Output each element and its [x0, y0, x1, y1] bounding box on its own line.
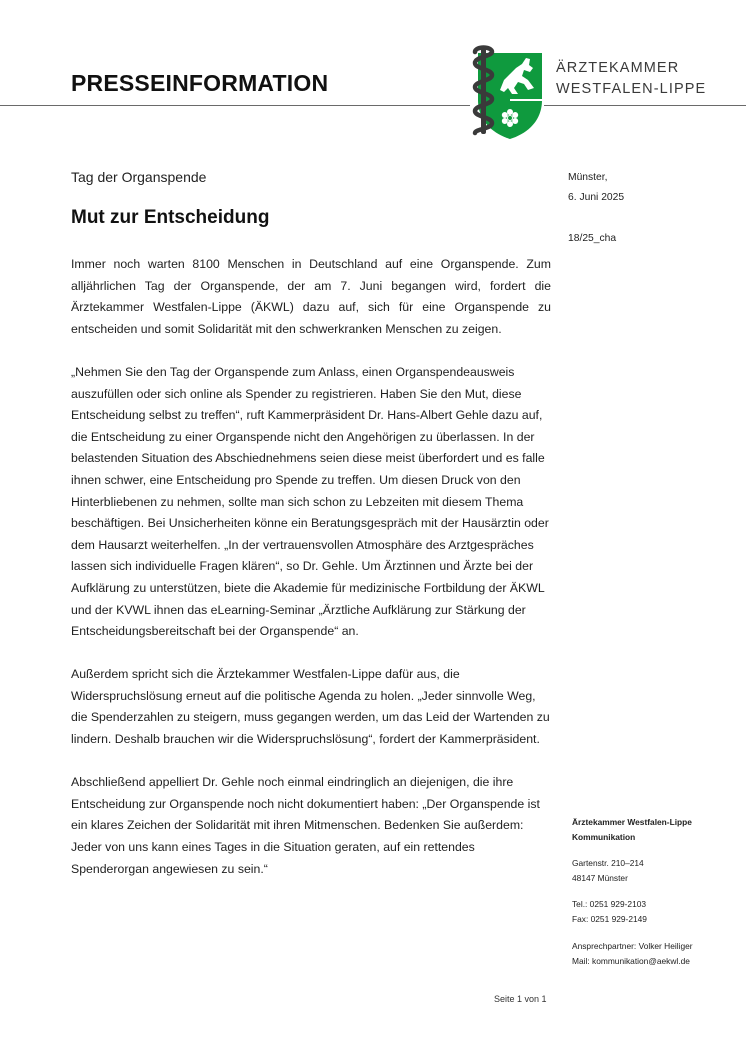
article-paragraph: „Nehmen Sie den Tag der Organspende zum Anlass, einen Organspendeausweis auszufüllen oder sich online als Spender zu registrieren. Haben Sie den Mut, diese Entscheidung selbst zu treffen“, ruft Kammerpräsident Dr. Hans-Albert Gehle dazu auf, die Entscheidung zu einer Organspende nicht den Angehörigen zu überlassen. In der belastenden Situation des Abschiednehmens seien diese meist überfordert und es falle ihnen schwer, eine Entscheidung pro Spende zu treffen. Um diesen Druck von den Hinterbliebenen zu nehmen, sollte man sich schon zu Lebzeiten mit diesem Thema beschäftigen. Bei Unsicherheiten könne ein Beratungsgespräch mit der Hausärztin oder dem Hausarzt weiterhelfen. „In der vertrauensvollen Atmosphäre des Arztgespräches lassen sich individuelle Fragen klären“, so Dr. Gehle. Um Ärztinnen und Ärzte bei der Aufklärung zu unterstützen, biete die Akademie für medizinische Fortbildung der ÄKWL und der KVWL ihnen das eLearning-Seminar „Ärztliche Aufklärung zur Stärkung der Entscheidungsbereitschaft bei der Organspende“ an.: [71, 364, 549, 639]
contact-person: Ansprechpartner: Volker Heiliger: [572, 941, 693, 951]
article-paragraph: Abschließend appelliert Dr. Gehle noch einmal eindringlich an diejenigen, die ihre Entscheidung zur Organspende noch nicht dokumentiert haben: „Der Organspende ist ein klares Zeichen der Solidarität mit ihren Mitmenschen. Bedenken Sie außerdem: Jeder von uns kann eines Tages in die Situation geraten, auf ein rettendes Spenderorgan angewiesen zu sein.“: [71, 775, 540, 876]
contact-department: Kommunikation: [572, 831, 636, 842]
dateline-place: Münster,: [568, 172, 608, 183]
page-number: Seite 1 von 1: [494, 994, 547, 1004]
contact-city: 48147 Münster: [572, 872, 628, 883]
article-paragraph: Immer noch warten 8100 Menschen in Deutschland auf eine Organspende. Zum alljährlichen Tag der Organspende, der am 7. Juni begangen wird, fordert die Ärztekammer Westfalen-Lippe (ÄKWL) dazu auf, sich für eine Organspende zu entscheiden und somit Solidarität mit den schwerkranken Menschen zu zeigen.: [71, 257, 551, 336]
article-paragraph: Außerdem spricht sich die Ärztekammer Westfalen-Lippe dafür aus, die Widerspruchslösung erneut auf die politische Agenda zu holen. „Jeder sinnvolle Weg, die Spenderzahlen zu steigern, muss gegangen werden, um das Leid der Wartenden zu lindern. Deshalb brauchen wir die Widerspruchslösung“, fordert der Kammerpräsident.: [71, 667, 550, 747]
reference-number: 18/25_cha: [568, 233, 617, 244]
contact-numbers: [572, 897, 647, 926]
article-headline: Mut zur Entscheidung: [71, 207, 270, 228]
contact-street: Gartenstr. 210–214: [572, 858, 644, 868]
organization-name-line1: ÄRZTEKAMMER: [556, 60, 680, 76]
organization-name-line2: WESTFALEN-LIPPE: [556, 81, 707, 97]
aekwl-crest-icon: [470, 44, 544, 140]
dateline: [568, 168, 624, 208]
contact-address: [572, 856, 644, 885]
contact-email: Mail: kommunikation@aekwl.de: [572, 955, 690, 966]
dateline-date: 6. Juni 2025: [568, 192, 625, 203]
contact-organization: Ärztekammer Westfalen-Lippe: [572, 817, 692, 827]
organization-name: [556, 58, 706, 100]
page-title: PRESSEINFORMATION: [71, 70, 329, 96]
contact-fax: Fax: 0251 929-2149: [572, 913, 647, 924]
article-body: [71, 254, 551, 902]
contact-phone: Tel.: 0251 929-2103: [572, 899, 647, 909]
contact-organization-block: [572, 815, 692, 844]
header-divider: [0, 105, 746, 106]
article-kicker: Tag der Organspende: [71, 169, 207, 185]
contact-person-block: [572, 939, 693, 968]
